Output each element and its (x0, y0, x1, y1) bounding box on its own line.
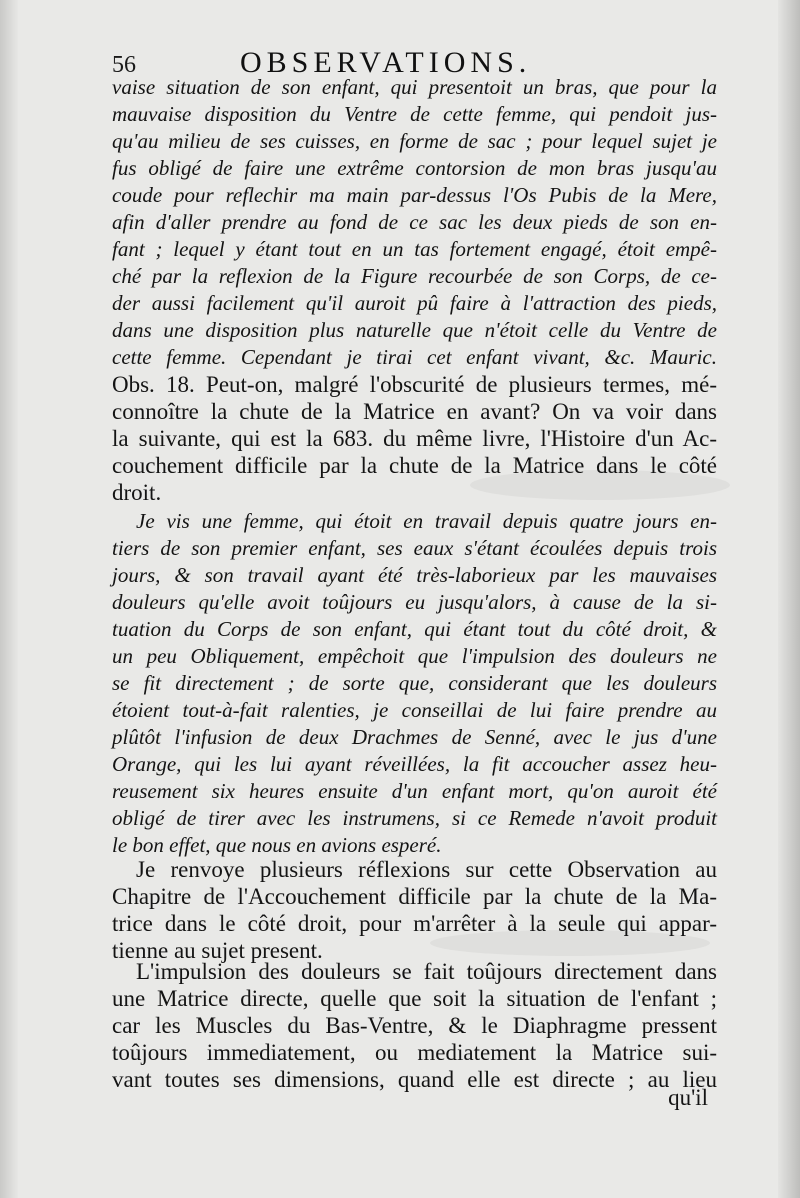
text-line: jours, & son travail ayant été très-laborieux par les mauvaises (112, 563, 717, 587)
text-line: der aussi facilement qu'il auroit pû faire à l'attraction des pieds, (112, 291, 717, 315)
page-number: 56 (112, 52, 136, 78)
catchword: qu'il (668, 1085, 708, 1110)
text-line: droit. (112, 480, 162, 505)
page-left-edge (0, 0, 18, 1198)
text-line: mauvaise disposition du Ventre de cette femme, qui pendoit jus- (112, 102, 717, 126)
text-line: douleurs qu'elle avoit toûjours eu jusqu'alors, à cause de la si- (112, 590, 717, 614)
text-line: toûjours immediatement, ou mediatement la Matrice sui- (112, 1040, 717, 1065)
text-line: le bon effet, que nous en avions esperé. (112, 833, 442, 857)
text-line: la suivante, qui est la 683. du même livre, l'Histoire d'un Ac- (112, 426, 717, 451)
page-right-edge (778, 0, 800, 1198)
text-line: L'impulsion des douleurs se fait toûjours directement dans (136, 959, 717, 984)
text-line: Chapitre de l'Accouchement difficile par la chute de la Ma- (112, 884, 717, 909)
text-line: dans une disposition plus naturelle que n'étoit celle du Ventre de (112, 318, 717, 342)
paragraph-renvoi (112, 856, 717, 964)
text-line: étoient tout-à-fait ralenties, je conseillai de lui faire prendre au (112, 698, 717, 722)
text-line: Orange, qui les lui ayant réveillées, la fit accoucher assez heu- (112, 752, 717, 776)
text-line: obligé de tirer avec les instrumens, si ce Remede n'avoit produit (112, 806, 717, 830)
text-line: reusement six heures ensuite d'un enfant mort, qu'on auroit été (112, 779, 717, 803)
text-line: couchement difficile par la chute de la Matrice dans le côté (112, 453, 717, 478)
text-line: connoître la chute de la Matrice en avant? On va voir dans (112, 399, 717, 424)
text-line: afin d'aller prendre au fond de ce sac les deux pieds de son en- (112, 210, 717, 234)
text-line: une Matrice directe, quelle que soit la situation de l'enfant ; (112, 986, 717, 1011)
text-line: trice dans le côté droit, pour m'arrêter à la seule qui appar- (112, 911, 717, 936)
text-line: tiers de son premier enfant, ses eaux s'étant écoulées depuis trois (112, 536, 717, 560)
text-line: se fit directement ; de sorte que, considerant que les douleurs (112, 671, 717, 695)
text-line: qu'au milieu de ses cuisses, en forme de sac ; pour lequel sujet je (112, 129, 717, 153)
text-line: tienne au sujet present. (112, 938, 323, 963)
text-line: fant ; lequel y étant tout en un tas fortement engagé, étoit empê- (112, 237, 717, 261)
text-line: ché par la reflexion de la Figure recourbée de son Corps, de ce- (112, 264, 717, 288)
paragraph-continuation (112, 74, 717, 506)
text-line: car les Muscles du Bas-Ventre, & le Diaphragme pressent (112, 1013, 717, 1038)
text-line: Obs. 18. Peut-on, malgré l'obscurité de plusieurs termes, mé- (112, 372, 717, 397)
text-line: cette femme. Cependant je tirai cet enfant vivant, &c. Mauric. (112, 345, 717, 369)
text-line: fus obligé de faire une extrême contorsion de mon bras jusqu'au (112, 156, 717, 180)
text-line: Je vis une femme, qui étoit en travail depuis quatre jours en- (136, 509, 717, 533)
text-line: un peu Obliquement, empêchoit que l'impulsion des douleurs ne (112, 644, 717, 668)
running-title: OBSERVATIONS. (240, 46, 532, 79)
text-line: Je renvoye plusieurs réflexions sur cette Observation au (136, 857, 717, 882)
text-line: tuation du Corps de son enfant, qui étant tout du côté droit, & (112, 617, 717, 641)
text-line: vant toutes ses dimensions, quand elle est directe ; au lieu (112, 1067, 717, 1092)
text-line: coude pour reflechir ma main par-dessus l'Os Pubis de la Mere, (112, 183, 717, 207)
paragraph-observation (112, 508, 717, 859)
text-line: vaise situation de son enfant, qui presentoit un bras, que pour la (112, 75, 717, 99)
text-line: plûtôt l'infusion de deux Drachmes de Senné, avec le jus d'une (112, 725, 717, 749)
paragraph-impulsion (112, 958, 717, 1093)
